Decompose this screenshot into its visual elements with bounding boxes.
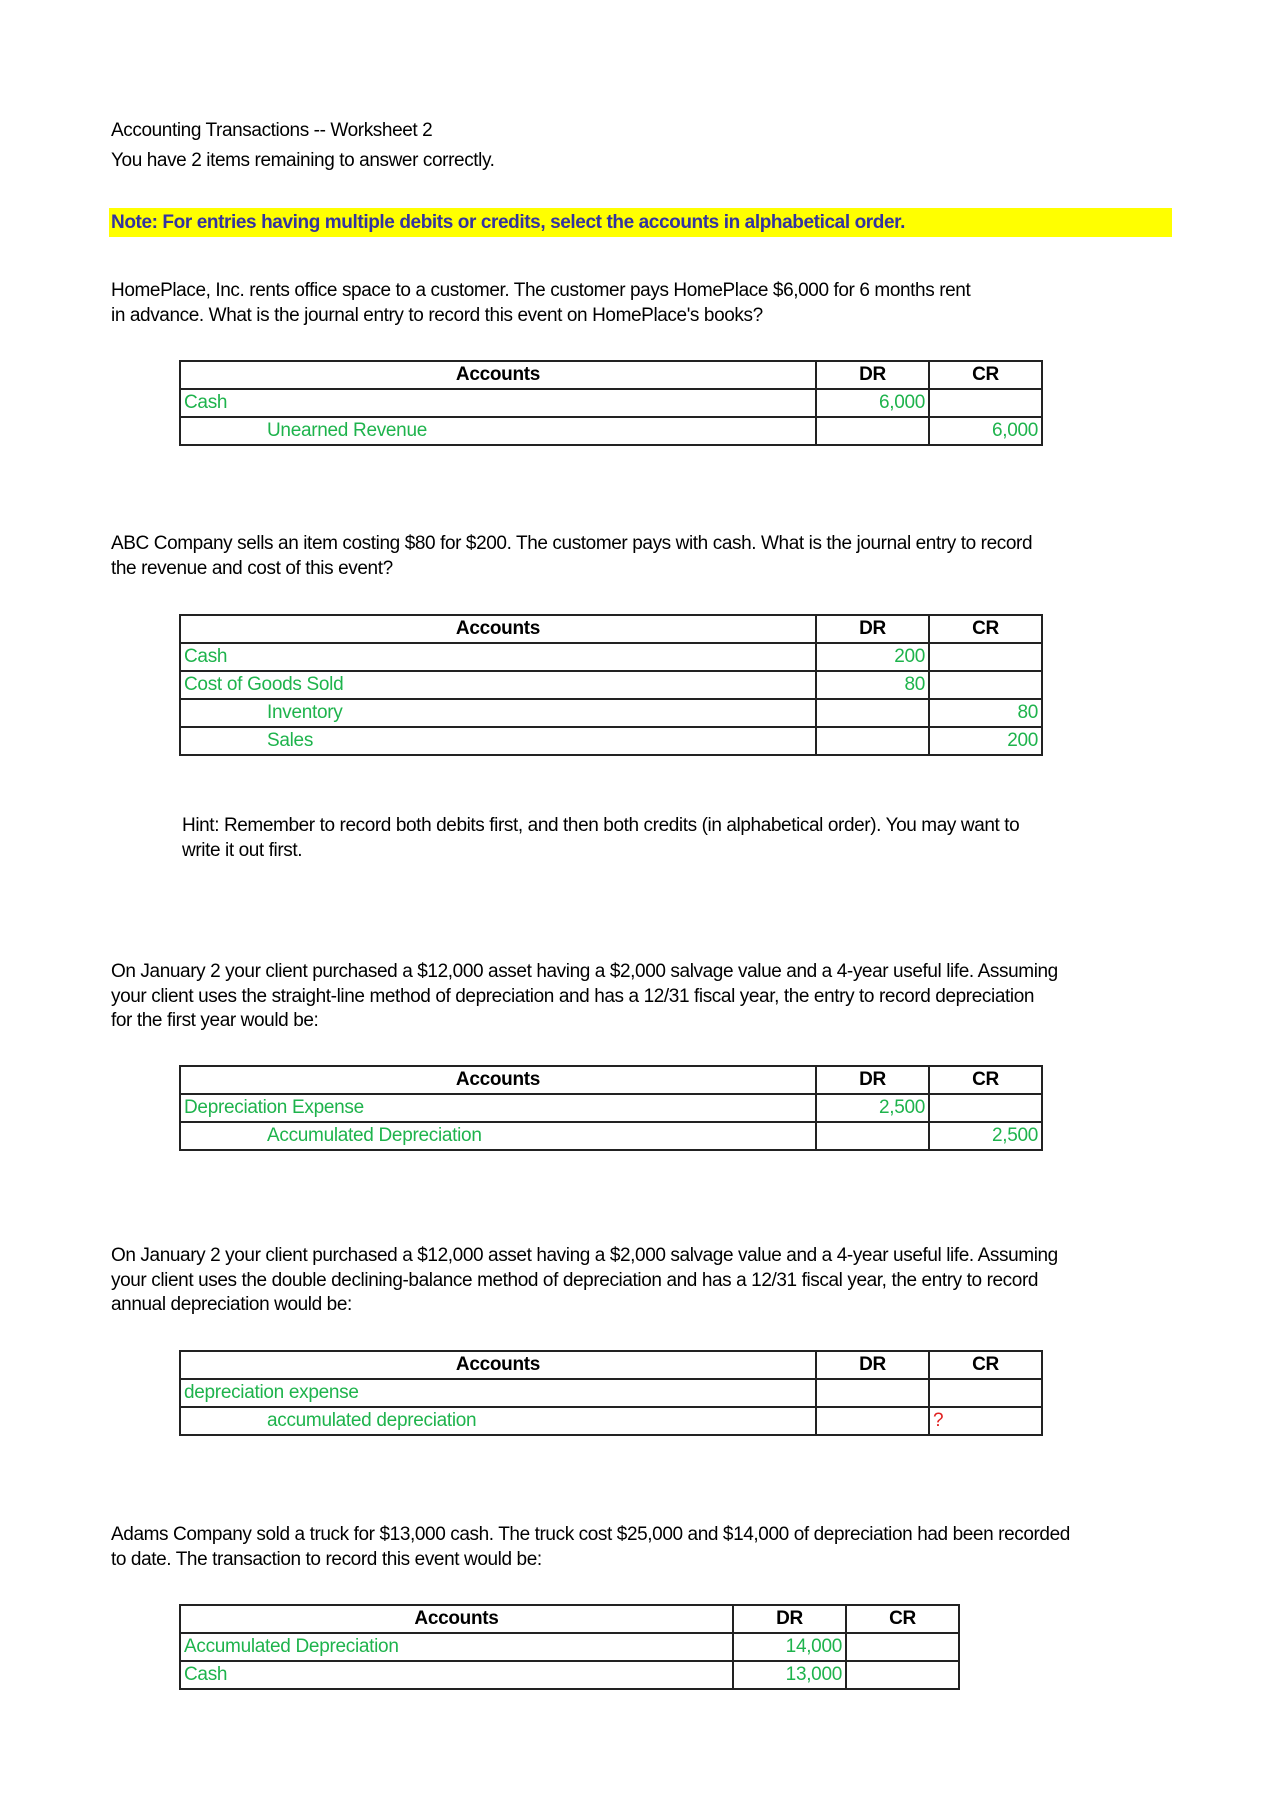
dr-header: DR [733,1605,846,1633]
account-cell[interactable]: Sales [180,727,816,755]
cr-cell[interactable] [929,671,1042,699]
question-5-text [111,1523,1172,1572]
account-cell[interactable]: Unearned Revenue [180,417,816,445]
cr-cell-incorrect[interactable]: ? [929,1407,1042,1435]
question-line: ABC Company sells an item costing $80 for $200. The customer pays with cash. What is the journal entry to record [111,533,1033,554]
accounts-header: Accounts [180,361,816,389]
cr-header: CR [929,361,1042,389]
account-cell[interactable]: Depreciation Expense [180,1094,816,1122]
table-row [180,1407,1042,1435]
cr-header: CR [929,1066,1042,1094]
cr-cell[interactable]: 6,000 [929,417,1042,445]
dr-cell[interactable]: 2,500 [816,1094,929,1122]
table-row [180,671,1042,699]
cr-header: CR [846,1605,959,1633]
question-line: On January 2 your client purchased a $12,000 asset having a $2,000 salvage value and a 4-year useful life. Assuming [111,961,1058,982]
question-line: to date. The transaction to record this event would be: [111,1548,542,1570]
dr-cell[interactable] [816,699,929,727]
account-cell[interactable]: Cash [180,389,816,417]
cr-cell[interactable]: 2,500 [929,1122,1042,1150]
cr-cell[interactable] [929,389,1042,417]
dr-cell[interactable] [816,1122,929,1150]
remaining-status: You have 2 items remaining to answer correctly. [111,150,495,171]
question-1-text [111,279,1172,328]
cr-cell[interactable] [846,1661,959,1689]
cr-header: CR [929,1351,1042,1379]
dr-header: DR [816,615,929,643]
cr-header: CR [929,615,1042,643]
journal-entry-table-4 [179,1350,1043,1436]
dr-cell[interactable]: 6,000 [816,389,929,417]
account-cell[interactable]: accumulated depreciation [180,1407,816,1435]
table-row [180,643,1042,671]
journal-entry-table-5 [179,1604,960,1690]
cr-cell[interactable]: 80 [929,699,1042,727]
question-line: annual depreciation would be: [111,1294,352,1315]
dr-cell[interactable] [816,1407,929,1435]
question-3-text [111,960,1172,1034]
table-row [180,1379,1042,1407]
dr-header: DR [816,361,929,389]
table-row [180,417,1042,445]
cr-cell[interactable] [929,1379,1042,1407]
hint-line: Hint: Remember to record both debits first, and then both credits (in alphabetical order). You may want to [182,815,1020,836]
dr-header: DR [816,1066,929,1094]
dr-cell[interactable]: 200 [816,643,929,671]
dr-cell[interactable] [816,727,929,755]
question-line: HomePlace, Inc. rents office space to a customer. The customer pays HomePlace $6,000 for 6 months rent [111,280,971,301]
dr-cell[interactable]: 80 [816,671,929,699]
question-line: the revenue and cost of this event? [111,557,393,579]
accounts-header: Accounts [180,1605,733,1633]
accounts-header: Accounts [180,1066,816,1094]
dr-header: DR [816,1351,929,1379]
alphabetical-note: Note: For entries having multiple debits or credits, select the accounts in alphabetical order. [109,208,1172,237]
journal-entry-table-1 [179,360,1043,446]
question-2-text [111,532,1172,581]
dr-cell[interactable] [816,1379,929,1407]
account-cell[interactable]: Cash [180,643,816,671]
account-cell[interactable]: Accumulated Depreciation [180,1633,733,1661]
table-row [180,389,1042,417]
hint-line: write it out first. [182,839,303,861]
table-row [180,699,1042,727]
table-row [180,727,1042,755]
accounts-header: Accounts [180,615,816,643]
table-row [180,1094,1042,1122]
question-line: your client uses the double declining-balance method of depreciation and has a 12/31 fiscal year, the entry to record [111,1269,1039,1291]
table-row [180,1633,959,1661]
question-line: for the first year would be: [111,1010,319,1031]
table-row [180,1122,1042,1150]
cr-cell[interactable] [929,1094,1042,1122]
account-cell[interactable]: Inventory [180,699,816,727]
account-cell[interactable]: Cost of Goods Sold [180,671,816,699]
worksheet-title: Accounting Transactions -- Worksheet 2 [111,120,433,141]
question-line: your client uses the straight-line method of depreciation and has a 12/31 fiscal year, the entry to record depreciation [111,985,1035,1007]
question-4-text [111,1244,1172,1318]
account-cell[interactable]: Accumulated Depreciation [180,1122,816,1150]
dr-cell[interactable]: 14,000 [733,1633,846,1661]
journal-entry-table-3 [179,1065,1043,1151]
cr-cell[interactable] [929,643,1042,671]
question-line: Adams Company sold a truck for $13,000 cash. The truck cost $25,000 and $14,000 of depreciation had been recorded [111,1524,1070,1545]
dr-cell[interactable] [816,417,929,445]
accounts-header: Accounts [180,1351,816,1379]
journal-entry-table-2 [179,614,1043,756]
cr-cell[interactable]: 200 [929,727,1042,755]
cr-cell[interactable] [846,1633,959,1661]
question-line: On January 2 your client purchased a $12,000 asset having a $2,000 salvage value and a 4-year useful life. Assuming [111,1245,1058,1266]
hint-text [182,814,1172,863]
dr-cell[interactable]: 13,000 [733,1661,846,1689]
account-cell[interactable]: depreciation expense [180,1379,816,1407]
table-row [180,1661,959,1689]
account-cell[interactable]: Cash [180,1661,733,1689]
question-line: in advance. What is the journal entry to record this event on HomePlace's books? [111,304,763,326]
